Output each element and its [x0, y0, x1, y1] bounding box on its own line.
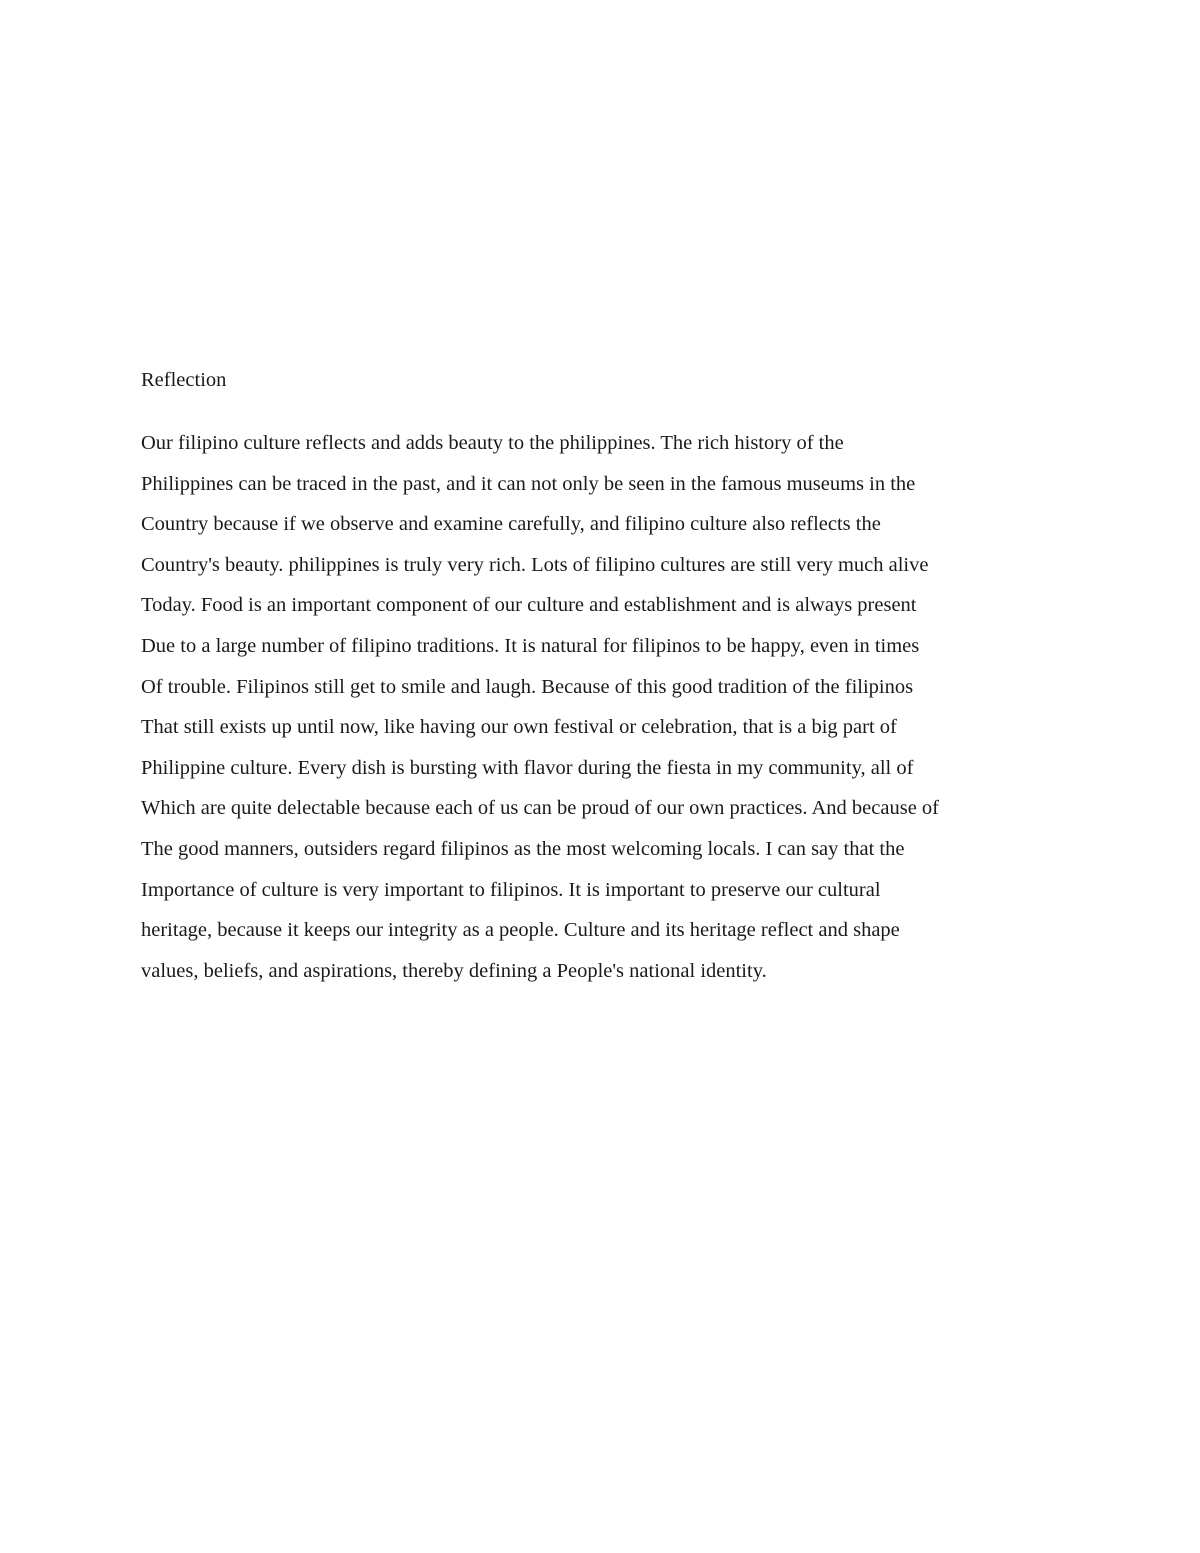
- body-line: That still exists up until now, like having our own festival or celebration, that is a big part of: [141, 716, 897, 739]
- body-line: Philippine culture. Every dish is bursting with flavor during the fiesta in my community, all of: [141, 756, 914, 779]
- body-line: Today. Food is an important component of our culture and establishment and is always present: [141, 594, 917, 617]
- body-line: Importance of culture is very important to filipinos. It is important to preserve our cultural: [141, 878, 881, 901]
- body-line: Philippines can be traced in the past, and it can not only be seen in the famous museums in the: [141, 472, 916, 495]
- body-line: Of trouble. Filipinos still get to smile and laugh. Because of this good tradition of the filipinos: [141, 675, 914, 698]
- body-line: Which are quite delectable because each of us can be proud of our own practices. And because of: [141, 797, 940, 820]
- body-line: Our filipino culture reflects and adds beauty to the philippines. The rich history of the: [141, 432, 844, 454]
- body-line: Country because if we observe and examine carefully, and filipino culture also reflects the: [141, 513, 881, 536]
- body-line: heritage, because it keeps our integrity as a people. Culture and its heritage reflect and shape: [141, 919, 900, 942]
- body-line: The good manners, outsiders regard filipinos as the most welcoming locals. I can say that the: [141, 837, 905, 860]
- document-title: Reflection: [141, 369, 227, 391]
- body-line: Country's beauty. philippines is truly very rich. Lots of filipino cultures are still very much alive: [141, 553, 929, 576]
- body-line: Due to a large number of filipino traditions. It is natural for filipinos to be happy, even in times: [141, 634, 920, 657]
- body-line: values, beliefs, and aspirations, thereby defining a People's national identity.: [141, 959, 767, 982]
- document-body: [141, 423, 939, 991]
